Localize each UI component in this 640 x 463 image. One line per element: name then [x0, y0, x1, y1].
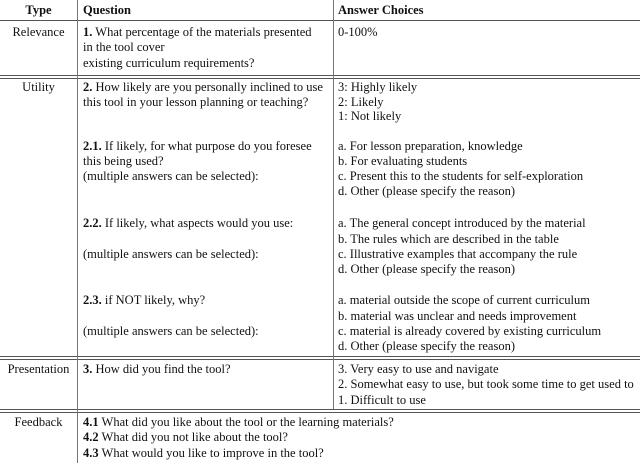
question-2-1: 2.1. If likely, for what purpose do you foresee [83, 139, 312, 153]
question-line: (multiple answers can be selected): [83, 247, 259, 261]
answer-choice: b. For evaluating students [338, 154, 468, 168]
section-rule [0, 409, 640, 413]
column-divider [77, 0, 78, 463]
answer-choice: c. material is already covered by existing curriculum [338, 324, 602, 338]
question-1: 1. What percentage of the materials presented [83, 25, 312, 39]
answer-choice: 0-100% [338, 25, 378, 39]
question-2: 2. How likely are you personally inclined to use [83, 80, 323, 94]
type-relevance: Relevance [12, 25, 65, 39]
type-presentation: Presentation [7, 362, 70, 376]
answer-choice: a. material outside the scope of current curriculum [338, 293, 590, 307]
answer-choice: 2. Somewhat easy to use, but took some time to get used to [338, 377, 634, 391]
section-rule [0, 75, 640, 79]
question-4-1: 4.1 What did you like about the tool or the learning materials? [83, 415, 394, 429]
question-3: 3. How did you find the tool? [83, 362, 231, 376]
question-4-2: 4.2 What did you not like about the tool? [83, 430, 288, 444]
answer-choice: d. Other (please specify the reason) [338, 184, 516, 198]
header-rule [0, 20, 640, 21]
type-feedback: Feedback [14, 415, 63, 429]
question-line: in the tool cover [83, 40, 165, 54]
question-line: (multiple answers can be selected): [83, 169, 259, 183]
header-question: Question [83, 3, 131, 17]
question-2-3: 2.3. if NOT likely, why? [83, 293, 206, 307]
question-2-2: 2.2. If likely, what aspects would you use: [83, 216, 294, 230]
question-line: this being used? [83, 154, 164, 168]
answer-choice: b. material was unclear and needs improvement [338, 309, 577, 323]
question-line: this tool in your lesson planning or teaching? [83, 95, 309, 109]
question-4-3: 4.3 What would you like to improve in the tool? [83, 446, 324, 460]
section-rule [0, 356, 640, 360]
answer-choice: c. Present this to the students for self-exploration [338, 169, 584, 183]
question-line: existing curriculum requirements? [83, 56, 255, 70]
type-utility: Utility [22, 80, 55, 94]
answer-choice: 3. Very easy to use and navigate [338, 362, 499, 376]
header-answers: Answer Choices [338, 3, 424, 17]
column-divider [333, 0, 334, 409]
answer-choice: c. Illustrative examples that accompany the rule [338, 247, 578, 261]
answer-choice: a. The general concept introduced by the material [338, 216, 586, 230]
answer-choice: d. Other (please specify the reason) [338, 339, 516, 353]
question-line: (multiple answers can be selected): [83, 324, 259, 338]
answer-choice: d. Other (please specify the reason) [338, 262, 516, 276]
answer-choice: a. For lesson preparation, knowledge [338, 139, 523, 153]
header-type: Type [25, 3, 52, 17]
answer-choice: 1: Not likely [338, 109, 402, 123]
answer-choice: b. The rules which are described in the table [338, 232, 559, 246]
answer-choice: 1. Difficult to use [338, 393, 426, 407]
answer-choice: 3: Highly likely [338, 80, 418, 94]
answer-choice: 2: Likely [338, 95, 384, 109]
